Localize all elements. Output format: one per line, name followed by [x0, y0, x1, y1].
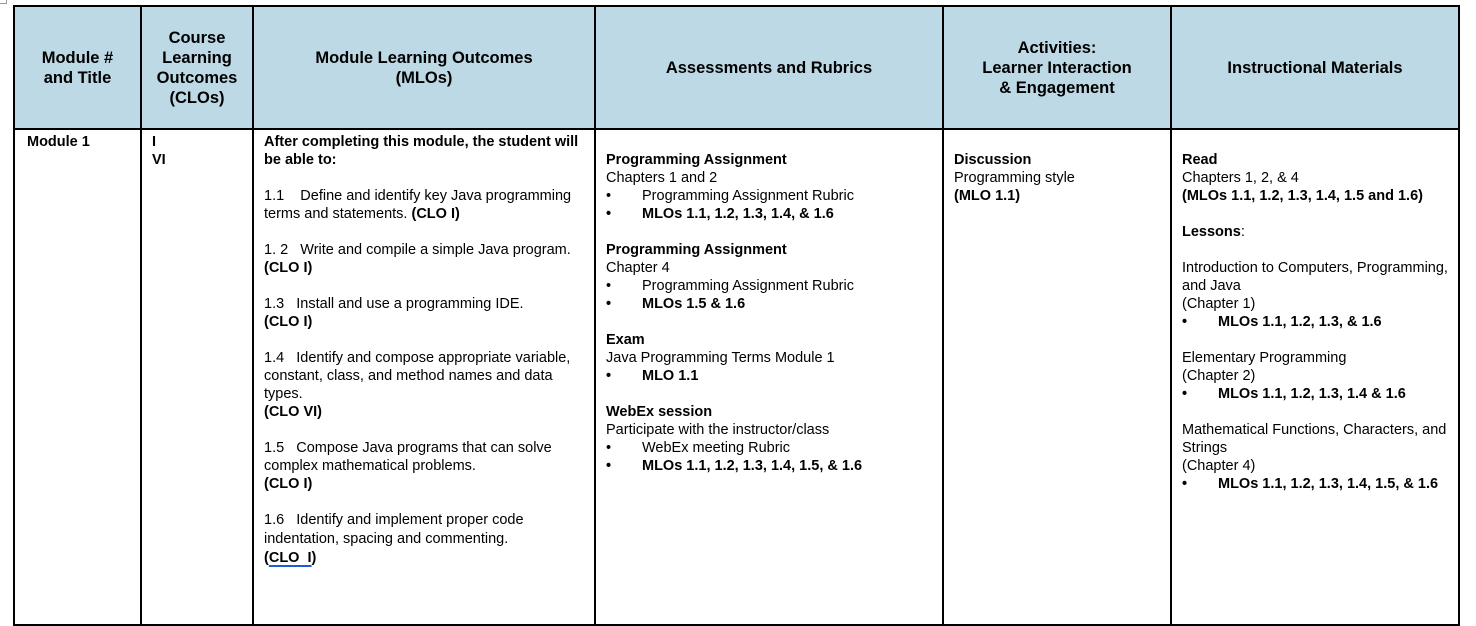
lesson-item: Elementary Programming (Chapter 2) • MLOs 1.1, 1.2, 1.3, 1.4 & 1.6	[1182, 349, 1454, 403]
list-item: • MLOs 1.1, 1.2, 1.3, 1.4 & 1.6	[1182, 385, 1454, 403]
activities-cell	[943, 129, 1171, 625]
list-item: • MLOs 1.5 & 1.6	[606, 295, 934, 313]
lesson-item: Mathematical Functions, Characters, and Strings (Chapter 4) • MLOs 1.1, 1.2, 1.3, 1.4, 1.5, & 1.6	[1182, 421, 1454, 493]
mlo-item: 1.6 Identify and implement proper code indentation, spacing and commenting. (CLO I)	[264, 512, 524, 566]
mlo-item: 1.1 Define and identify key Java programming terms and statements. (CLO I)	[264, 188, 572, 222]
list-item: • MLOs 1.1, 1.2, 1.3, 1.4, 1.5, & 1.6	[606, 457, 934, 475]
lessons-label: Lessons:	[1182, 224, 1245, 240]
module-title: Module 1	[27, 134, 90, 150]
clo-reference-link[interactable]: CLO I	[268, 550, 312, 566]
list-item: • Programming Assignment Rubric	[606, 187, 934, 205]
module-row	[14, 129, 1459, 625]
clo-item: I	[152, 134, 157, 150]
activity-desc: Programming style	[954, 170, 1075, 186]
header-materials: Instructional Materials	[1171, 6, 1459, 129]
module-cell	[14, 129, 141, 625]
header-activities: Activities: Learner Interaction & Engagement	[943, 6, 1171, 129]
read-title: Read	[1182, 152, 1218, 168]
mlo-item: 1. 2 Write and compile a simple Java program. (CLO I)	[264, 242, 571, 276]
assessments-cell	[595, 129, 943, 625]
read-mlos: (MLOs 1.1, 1.2, 1.3, 1.4, 1.5 and 1.6)	[1182, 188, 1423, 204]
header-assessments: Assessments and Rubrics	[595, 6, 943, 129]
mlos-cell	[253, 129, 595, 625]
course-map-table	[13, 5, 1460, 626]
list-item: • MLOs 1.1, 1.2, 1.3, 1.4, & 1.6	[606, 205, 934, 223]
header-row	[14, 6, 1459, 129]
header-mlos: Module Learning Outcomes (MLOs)	[253, 6, 595, 129]
clo-item: VI	[152, 152, 166, 168]
list-item: • WebEx meeting Rubric	[606, 439, 934, 457]
list-item: • MLOs 1.1, 1.2, 1.3, & 1.6	[1182, 313, 1454, 331]
mlo-item: 1.5 Compose Java programs that can solve complex mathematical problems. (CLO I)	[264, 440, 552, 492]
materials-cell	[1171, 129, 1459, 625]
assessment-item: Exam Java Programming Terms Module 1 • MLO 1.1	[606, 331, 934, 385]
mlo-item: 1.4 Identify and compose appropriate variable, constant, class, and method names and data types. (CLO VI)	[264, 350, 571, 420]
lesson-item: Introduction to Computers, Programming, and Java (Chapter 1) • MLOs 1.1, 1.2, 1.3, & 1.6	[1182, 259, 1454, 331]
activity-title: Discussion	[954, 152, 1032, 168]
page-corner-mark	[0, 0, 7, 4]
assessment-item: Programming Assignment Chapters 1 and 2 • Programming Assignment Rubric • MLOs 1.1, 1.2, 1.3, 1.4, & 1.6	[606, 151, 934, 223]
mlo-item: 1.3 Install and use a programming IDE. (CLO I)	[264, 296, 524, 330]
mlo-intro: After completing this module, the student will be able to:	[264, 134, 579, 168]
list-item: • MLOs 1.1, 1.2, 1.3, 1.4, 1.5, & 1.6	[1182, 475, 1454, 493]
read-desc: Chapters 1, 2, & 4	[1182, 170, 1299, 186]
list-item: • Programming Assignment Rubric	[606, 277, 934, 295]
list-item: • MLO 1.1	[606, 367, 934, 385]
assessment-item: Programming Assignment Chapter 4 • Programming Assignment Rubric • MLOs 1.5 & 1.6	[606, 241, 934, 313]
header-module: Module # and Title	[14, 6, 141, 129]
clos-cell	[141, 129, 253, 625]
activity-mlo: (MLO 1.1)	[954, 188, 1021, 204]
assessment-item: WebEx session Participate with the instructor/class • WebEx meeting Rubric • MLOs 1.1, 1.2, 1.3, 1.4, 1.5, & 1.6	[606, 403, 934, 475]
header-clos: Course Learning Outcomes (CLOs)	[141, 6, 253, 129]
